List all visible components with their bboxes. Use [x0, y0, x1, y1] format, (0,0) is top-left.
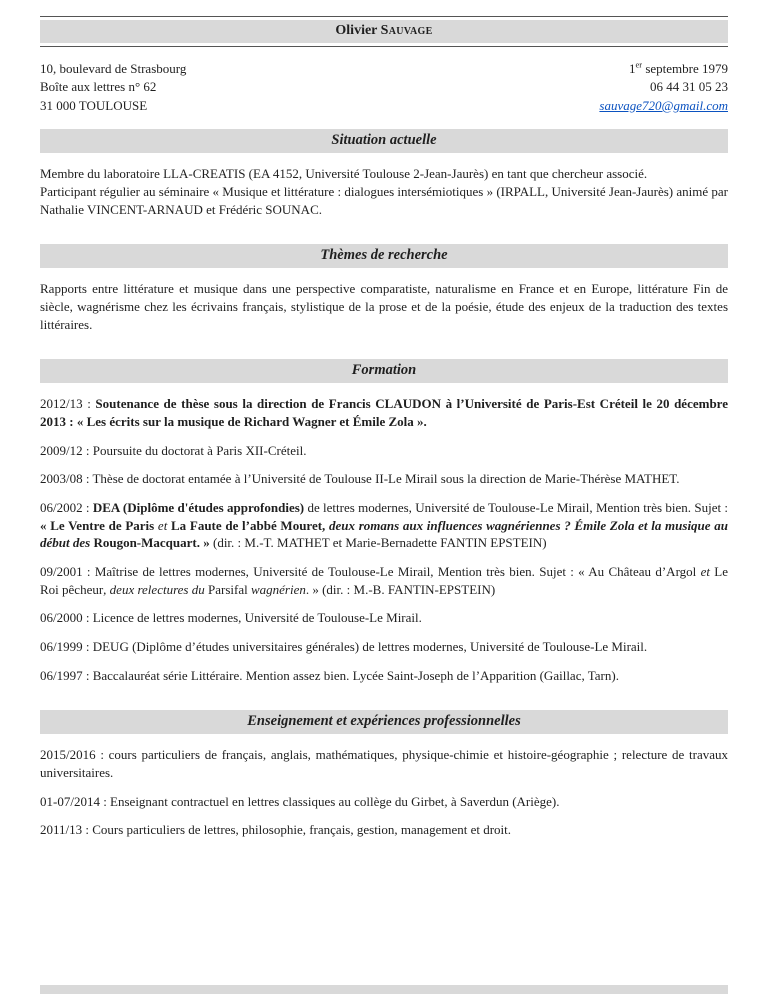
section-body-situation	[40, 165, 728, 218]
section-title-bar-formation: Formation	[40, 359, 728, 383]
formation-entry: 06/2002 : DEA (Diplôme d'études approfondies) de lettres modernes, Université de Toulouse-Le Mirail, Mention très bien. Sujet : « Le Ventre de Paris et La Faute de l’abbé Mouret, deux romans aux influences wagnériennes ? Émile Zola et la musique au début des Rougon-Macquart. » (dir. : M.-T. MATHET et Marie-Bernadette FANTIN EPSTEIN)	[40, 500, 728, 551]
paragraph: Rapports entre littérature et musique dans une perspective comparatiste, naturalisme en France et en Europe, littérature Fin de siècle, wagnérisme chez les écrivains français, stylistique de la prose et de la poésie, étude des enjeux de la traduction des textes littéraires.	[40, 281, 728, 332]
teaching-entry: 2011/13 : Cours particuliers de lettres, philosophie, français, gestion, management et droit.	[40, 822, 512, 838]
teaching-entry: 01-07/2014 : Enseignant contractuel en lettres classiques au collège du Girbet, à Saverdun (Ariège).	[40, 793, 560, 809]
section-title-bar-themes: Thèmes de recherche	[40, 244, 728, 268]
formation-entry: 2012/13 : Soutenance de thèse sous la direction de Francis CLAUDON à l’Université de Paris-Est Créteil le 20 décembre 2013 : « Les écrits sur la musique de Richard Wagner et Émile Zola ».	[40, 396, 728, 430]
formation-entry: 09/2001 : Maîtrise de lettres modernes, Université de Toulouse-Le Mirail, Mention très bien. Sujet : « Au Château d’Argol et Le Roi pêcheur, deux relectures du Parsifal wagnérien. » (dir. : M.-B. FANTIN-EPSTEIN)	[40, 564, 728, 597]
formation-entry: 06/2000 : Licence de lettres modernes, Université de Toulouse-Le Mirail.	[40, 610, 422, 626]
section-body-themes	[40, 280, 728, 333]
formation-entry: 2009/12 : Poursuite du doctorat à Paris XII-Créteil.	[40, 442, 307, 458]
address-line-3: 31 000 TOULOUSE	[40, 97, 148, 113]
postal-address	[40, 60, 186, 115]
section-body-formation	[40, 395, 728, 684]
address-line-1: 10, boulevard de Strasbourg	[40, 61, 187, 76]
section-title-bar-enseignement: Enseignement et expériences professionnelles	[40, 710, 728, 734]
paragraph: Participant régulier au séminaire « Musique et littérature : dialogues intersémiotiques » (IRPALL, Université Jean-Jaurès) animé par Nathalie VINCENT-ARNAUD et Frédéric SOUNAC.	[40, 184, 728, 217]
last-name: Sauvage	[380, 23, 433, 38]
top-rule	[40, 16, 728, 17]
section-body-enseignement	[40, 746, 728, 839]
section-formation	[40, 359, 728, 684]
formation-entry: 06/1999 : DEUG (Diplôme d’études universitaires générales) de lettres modernes, Université de Toulouse-Le Mirail.	[40, 639, 648, 655]
phone-number: 06 44 31 05 23	[650, 79, 728, 95]
formation-entry: 2003/08 : Thèse de doctorat entamée à l’Université de Toulouse II-Le Mirail sous la direction de Marie-Thérèse MATHET.	[40, 471, 680, 487]
address-line-2: Boîte aux lettres n° 62	[40, 79, 157, 95]
section-situation	[40, 129, 728, 218]
formation-entry: 06/1997 : Baccalauréat série Littéraire. Mention assez bien. Lycée Saint-Joseph de l’Apparition (Gaillac, Tarn).	[40, 667, 619, 683]
next-section-bar-cutoff	[40, 985, 728, 994]
section-title-bar-situation: Situation actuelle	[40, 129, 728, 153]
first-name: Olivier	[335, 23, 378, 38]
contact-block	[40, 60, 728, 115]
email-link[interactable]: sauvage720@gmail.com	[599, 97, 728, 113]
section-themes	[40, 244, 728, 333]
paragraph: Membre du laboratoire LLA-CREATIS (EA 4152, Université Toulouse 2-Jean-Jaurès) en tant que chercheur associé.	[40, 166, 648, 182]
personal-details	[599, 60, 728, 115]
section-enseignement	[40, 710, 728, 839]
birth-date: 1er septembre 1979	[629, 59, 728, 76]
header-bottom-rule	[40, 46, 728, 47]
header-name-bar	[40, 20, 728, 43]
teaching-entry: 2015/2016 : cours particuliers de français, anglais, mathématiques, physique-chimie et histoire-géographie ; relecture de travaux universitaires.	[40, 747, 728, 781]
